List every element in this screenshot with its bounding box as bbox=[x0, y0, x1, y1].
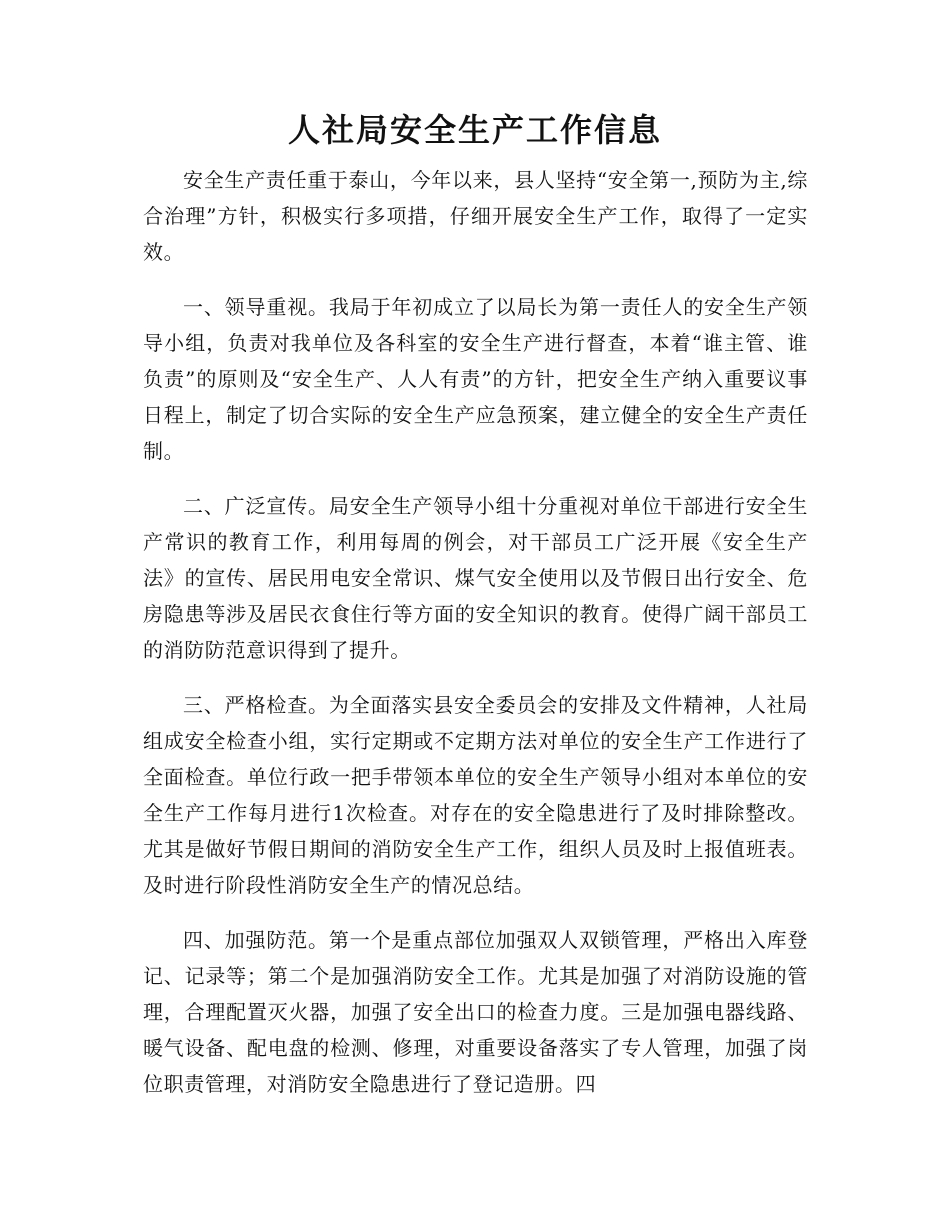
paragraph-intro: 安全生产责任重于泰山，今年以来，县人坚持“安全第一,预防为主,综合治理”方针，积极实行多项措，仔细开展安全生产工作，取得了一定实效。 bbox=[143, 168, 808, 264]
paragraph-publicity: 二、广泛宣传。局安全生产领导小组十分重视对单位干部进行安全生产常识的教育工作，利用每周的例会，对干部员工广泛开展《安全生产法》的宣传、居民用电安全常识、煤气安全使用以及节假日出行安全、危房隐患等涉及居民衣食住行等方面的安全知识的教育。使得广阔干部员工的消防防范意识得到了提升。 bbox=[143, 494, 808, 662]
paragraph-inspection: 三、严格检查。为全面落实县安全委员会的安排及文件精神，人社局组成安全检查小组，实行定期或不定期方法对单位的安全生产工作进行了全面检查。单位行政一把手带领本单位的安全生产领导小组对本单位的安全生产工作每月进行1次检查。对存在的安全隐患进行了及时排除整改。尤其是做好节假日期间的消防安全生产工作，组织人员及时上报值班表。及时进行阶段性消防安全生产的情况总结。 bbox=[143, 693, 808, 897]
paragraph-prevention: 四、加强防范。第一个是重点部位加强双人双锁管理，严格出入库登记、记录等；第二个是加强消防安全工作。尤其是加强了对消防设施的管理，合理配置灭火器，加强了安全出口的检查力度。三是加强电器线路、暖气设备、配电盘的检测、修理，对重要设备落实了专人管理，加强了岗位职责管理，对消防安全隐患进行了登记造册。四 bbox=[143, 928, 808, 1096]
document-title: 人社局安全生产工作信息 bbox=[287, 111, 662, 149]
document-body bbox=[143, 162, 808, 1121]
paragraph-leadership: 一、领导重视。我局于年初成立了以局长为第一责任人的安全生产领导小组，负责对我单位及各科室的安全生产进行督查，本着“谁主管、谁负责”的原则及“安全生产、人人有责”的方针，把安全生产纳入重要议事日程上，制定了切合实际的安全生产应急预案，建立健全的安全生产责任制。 bbox=[143, 295, 808, 463]
